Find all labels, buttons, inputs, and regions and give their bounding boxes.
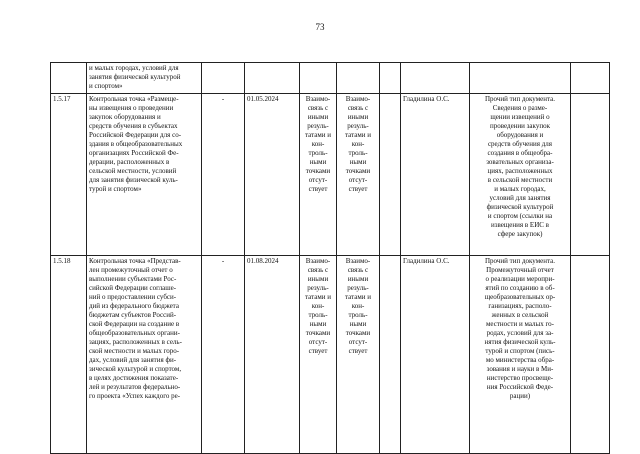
confirming-document: Прочий тип документа. Сведения о разме- щении извещений о проведении закупок оборудования и средств обучения для создания в общеобра- зовательных организа- циях, расположенных в сельской местности и малых городах, условий для занятия физической культурой и спортом (ссылки на извещения в ЕИС в сфере закупок): [470, 94, 571, 256]
cell-empty: [380, 256, 401, 454]
cell-empty: [380, 94, 401, 256]
confirming-document: Прочий тип документа. Промежуточный отчет о реализации меропри- ятий по созданию в об- щеобразовательных ор- ганизациях, располо- женных в сельской местности и малых го- родах, условий для за- нятия физической куль- турой и спортом (пись- мо министерства обра- зования и науки в Ми- нистерство просвеще- ния Российской Феде- рации): [470, 256, 571, 454]
cell-empty: [337, 63, 380, 94]
cell-continuation-text: и малых городах, условий для занятия физической культурой и спортом»: [87, 63, 202, 94]
end-date: 01.08.2024: [245, 256, 300, 454]
control-point-name: Контрольная точка «Представ- лен промежуточный отчет о выполнении субъектами Рос- сийской Федерации соглаше- ний о предоставлении субси- дий из федерального бюджета бюджетам субъектов Россий- ской Федерации на создание в общеобразовательных органи- зациях, расположенных в сель- ской местности и малых горо- дах, условий для занятия фи- зической культурой и спортом, в целях достижения показате- лей и результатов федерально- го проекта «Успех каждого ре-: [87, 256, 202, 454]
cell-empty: [571, 256, 610, 454]
cell-empty: [380, 63, 401, 94]
cell-empty: [300, 63, 337, 94]
predecessor-relation: Взаимо- связь с иными резуль- татами и кон- троль- ными точками отсут- ствует: [300, 94, 337, 256]
cell-empty: [470, 63, 571, 94]
row-number: 1.5.17: [51, 94, 87, 256]
end-date: 01.05.2024: [245, 94, 300, 256]
responsible-person: Гладилина О.С.: [401, 94, 470, 256]
cell-empty: [571, 63, 610, 94]
cell-empty: [571, 94, 610, 256]
predecessor-relation: Взаимо- связь с иными резуль- татами и кон- троль- ными точками отсут- ствует: [300, 256, 337, 454]
responsible-person: Гладилина О.С.: [401, 256, 470, 454]
page-number: 73: [315, 22, 325, 32]
cell-empty: [401, 63, 470, 94]
control-point-name: Контрольная точка «Размеще- ны извещения о проведении закупок оборудования и средств обучения в субъектах Российской Федерации для со- здания в общеобразовательных организациях Российской Фе- дерации, расположенных в сельской местности, условий для занятия физической куль- турой и спортом»: [87, 94, 202, 256]
row-number: 1.5.18: [51, 256, 87, 454]
table-row: [51, 94, 610, 256]
cell-empty: [202, 63, 245, 94]
plan-table: [50, 62, 610, 454]
successor-relation: Взаимо- связь с иными резуль- татами и кон- троль- ными точками отсут- ствует: [337, 94, 380, 256]
cell-empty: [245, 63, 300, 94]
successor-relation: Взаимо- связь с иными резуль- татами и кон- троль- ными точками отсут- ствует: [337, 256, 380, 454]
table-row: [51, 256, 610, 454]
table-row-continuation: [51, 63, 610, 94]
start-date: -: [202, 94, 245, 256]
cell-num: [51, 63, 87, 94]
start-date: -: [202, 256, 245, 454]
